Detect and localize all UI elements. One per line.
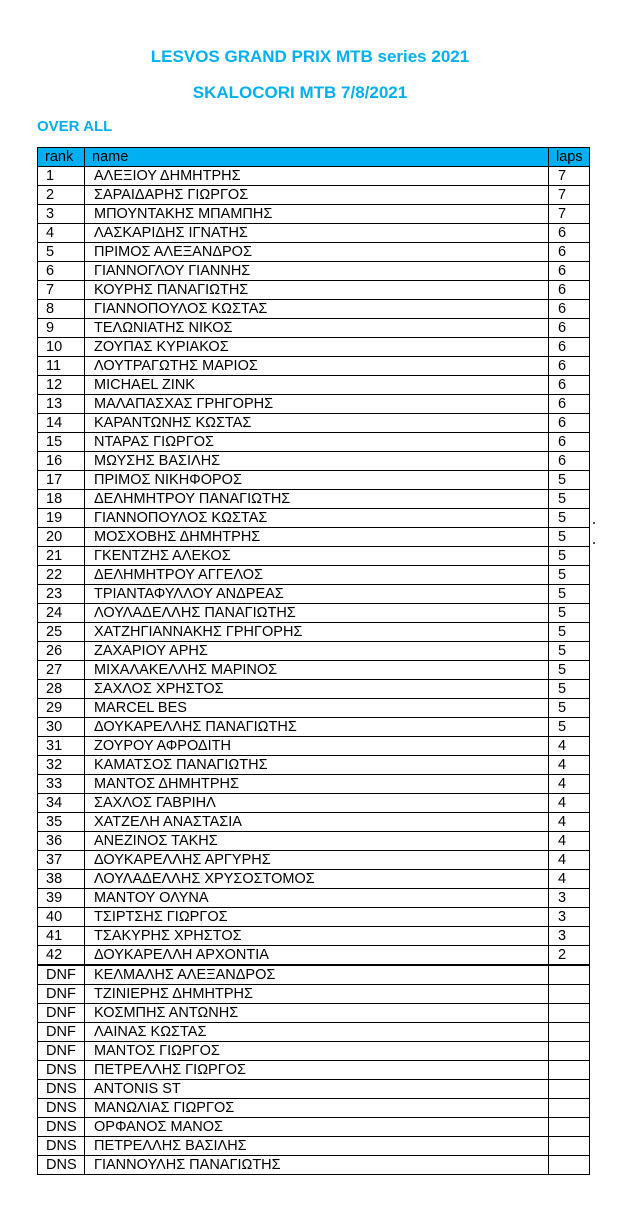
header-laps: laps [549, 148, 590, 167]
row-name: ΤΡΙΑΝΤΑΦΥΛΛΟΥ ΑΝΔΡΕΑΣ [85, 585, 549, 604]
row-rank: 6 [38, 262, 85, 281]
table-row [38, 357, 590, 376]
row-laps [549, 1156, 590, 1175]
table-row [38, 452, 590, 471]
row-laps: 7 [549, 205, 590, 224]
row-laps [549, 1004, 590, 1023]
row-name: ΠΡΙΜΟΣ ΝΙΚΗΦΟΡΟΣ [85, 471, 549, 490]
row-rank: 28 [38, 680, 85, 699]
row-name: ΚΑΜΑΤΣΟΣ ΠΑΝΑΓΙΩΤΗΣ [85, 756, 549, 775]
table-row [38, 1023, 590, 1042]
table-row [38, 908, 590, 927]
row-name: ΓΙΑΝΝΟΥΛΗΣ ΠΑΝΑΓΙΩΤΗΣ [85, 1156, 549, 1175]
row-laps [549, 1061, 590, 1080]
row-laps: 3 [549, 927, 590, 946]
row-name: ΛΟΥΛΑΔΕΛΛΗΣ ΠΑΝΑΓΙΩΤΗΣ [85, 604, 549, 623]
row-name: ΣΑΧΛΟΣ ΓΑΒΡΙΗΛ [85, 794, 549, 813]
table-row [38, 1042, 590, 1061]
row-name: ΖΟΥΠΑΣ ΚΥΡΙΑΚΟΣ [85, 338, 549, 357]
row-name: ΧΑΤΖΗΓΙΑΝΝΑΚΗΣ ΓΡΗΓΟΡΗΣ [85, 623, 549, 642]
row-laps: 4 [549, 794, 590, 813]
row-name: ΣΑΧΛΟΣ ΧΡΗΣΤΟΣ [85, 680, 549, 699]
table-row [38, 946, 590, 966]
row-laps: 6 [549, 414, 590, 433]
row-rank: 30 [38, 718, 85, 737]
row-laps: 5 [549, 547, 590, 566]
table-row [38, 642, 590, 661]
row-laps: 6 [549, 262, 590, 281]
table-row [38, 433, 590, 452]
row-laps: 6 [549, 376, 590, 395]
row-rank: 18 [38, 490, 85, 509]
row-rank: 10 [38, 338, 85, 357]
table-row [38, 167, 590, 186]
row-laps: 4 [549, 870, 590, 889]
row-rank: 29 [38, 699, 85, 718]
row-laps [549, 1042, 590, 1061]
row-laps: 5 [549, 699, 590, 718]
row-rank: DNF [38, 1023, 85, 1042]
table-row [38, 661, 590, 680]
row-name: ΜΑΝΤΟΥ ΟΛΥΝΑ [85, 889, 549, 908]
table-row [38, 281, 590, 300]
document-subtitle: SKALOCORI MTB 7/8/2021 [192, 83, 408, 102]
row-rank: 5 [38, 243, 85, 262]
row-laps: 5 [549, 585, 590, 604]
row-laps [549, 1137, 590, 1156]
table-row [38, 585, 590, 604]
table-row [38, 870, 590, 889]
row-name: ΓΙΑΝΝΟΠΟΥΛΟΣ ΚΩΣΤΑΣ [85, 509, 549, 528]
row-rank: 9 [38, 319, 85, 338]
row-name: ΜΑΝΤΟΣ ΓΙΩΡΓΟΣ [85, 1042, 549, 1061]
row-name: ΚΟΥΡΗΣ ΠΑΝΑΓΙΩΤΗΣ [85, 281, 549, 300]
table-row [38, 927, 590, 946]
row-rank: DNS [38, 1118, 85, 1137]
row-rank: 39 [38, 889, 85, 908]
row-name: ΠΕΤΡΕΛΛΗΣ ΒΑΣΙΛΗΣ [85, 1137, 549, 1156]
table-row [38, 205, 590, 224]
table-row [38, 471, 590, 490]
row-laps: 4 [549, 737, 590, 756]
row-name: ΛΑΣΚΑΡΙΔΗΣ ΙΓΝΑΤΗΣ [85, 224, 549, 243]
row-rank: 1 [38, 167, 85, 186]
row-rank: 36 [38, 832, 85, 851]
row-laps: 6 [549, 395, 590, 414]
row-name: ΝΤΑΡΑΣ ΓΙΩΡΓΟΣ [85, 433, 549, 452]
table-row [38, 1080, 590, 1099]
row-name: ΛΟΥΤΡΑΓΩΤΗΣ ΜΑΡΙΟΣ [85, 357, 549, 376]
table-row [38, 319, 590, 338]
header-rank: rank [38, 148, 85, 167]
row-laps: 3 [549, 889, 590, 908]
row-laps: 5 [549, 509, 590, 528]
row-name: ΤΖΙΝΙΕΡΗΣ ΔΗΜΗΤΡΗΣ [85, 985, 549, 1004]
row-name: ΤΣΑΚΥΡΗΣ ΧΡΗΣΤΟΣ [85, 927, 549, 946]
row-laps: 4 [549, 775, 590, 794]
row-rank: 33 [38, 775, 85, 794]
row-rank: 2 [38, 186, 85, 205]
row-name: MARCEL BES [85, 699, 549, 718]
table-row [38, 680, 590, 699]
row-laps: 6 [549, 281, 590, 300]
row-rank: 17 [38, 471, 85, 490]
row-name: ΓΚΕΝΤΖΗΣ ΑΛΕΚΟΣ [85, 547, 549, 566]
row-rank: 35 [38, 813, 85, 832]
row-rank: 21 [38, 547, 85, 566]
row-rank: 27 [38, 661, 85, 680]
row-laps: 7 [549, 167, 590, 186]
row-name: ΔΕΛΗΜΗΤΡΟΥ ΑΓΓΕΛΟΣ [85, 566, 549, 585]
table-row [38, 414, 590, 433]
row-name: ΑΝΕΖΙΝΟΣ ΤΑΚΗΣ [85, 832, 549, 851]
row-name: ΜΩΥΣΗΣ ΒΑΣΙΛΗΣ [85, 452, 549, 471]
row-name: ΜΑΝΤΟΣ ΔΗΜΗΤΡΗΣ [85, 775, 549, 794]
table-row [38, 186, 590, 205]
row-rank: 32 [38, 756, 85, 775]
table-row [38, 737, 590, 756]
table-row [38, 718, 590, 737]
table-row [38, 604, 590, 623]
table-row [38, 243, 590, 262]
row-rank: DNF [38, 985, 85, 1004]
row-name: ΠΕΤΡΕΛΛΗΣ ΓΙΩΡΓΟΣ [85, 1061, 549, 1080]
row-name: ΤΣΙΡΤΣΗΣ ΓΙΩΡΓΟΣ [85, 908, 549, 927]
row-laps: 6 [549, 224, 590, 243]
row-name: ΑΛΕΞΙΟΥ ΔΗΜΗΤΡΗΣ [85, 167, 549, 186]
row-rank: 37 [38, 851, 85, 870]
row-name: MICHAEL ZINK [85, 376, 549, 395]
row-rank: 38 [38, 870, 85, 889]
row-laps: 5 [549, 528, 590, 547]
row-laps [549, 1023, 590, 1042]
row-laps [549, 965, 590, 985]
row-laps: 2 [549, 946, 590, 966]
row-rank: 19 [38, 509, 85, 528]
table-row [38, 224, 590, 243]
table-row [38, 813, 590, 832]
row-laps [549, 1099, 590, 1118]
row-rank: 20 [38, 528, 85, 547]
document-title: LESVOS GRAND PRIX MTB series 2021 [150, 47, 470, 66]
results-table-body [38, 148, 590, 1175]
row-rank: 25 [38, 623, 85, 642]
row-name: ΔΟΥΚΑΡΕΛΛΗΣ ΑΡΓΥΡΗΣ [85, 851, 549, 870]
row-laps: 5 [549, 718, 590, 737]
row-name: ΜΙΧΑΛΑΚΕΛΛΗΣ ΜΑΡΙΝΟΣ [85, 661, 549, 680]
row-laps: 3 [549, 908, 590, 927]
table-header-row [38, 148, 590, 167]
results-table [37, 147, 590, 1175]
row-rank: 11 [38, 357, 85, 376]
header-name: name [85, 148, 549, 167]
row-rank: 8 [38, 300, 85, 319]
row-rank: DNF [38, 965, 85, 985]
table-row [38, 794, 590, 813]
row-name: ΛΟΥΛΑΔΕΛΛΗΣ ΧΡΥΣΟΣΤΟΜΟΣ [85, 870, 549, 889]
row-laps: 4 [549, 851, 590, 870]
table-row [38, 1099, 590, 1118]
row-name: ΔΕΛΗΜΗΤΡΟΥ ΠΑΝΑΓΙΩΤΗΣ [85, 490, 549, 509]
row-laps: 5 [549, 661, 590, 680]
row-name: ΧΑΤΖΕΛΗ ΑΝΑΣΤΑΣΙΑ [85, 813, 549, 832]
row-rank: DNF [38, 1004, 85, 1023]
row-laps: 6 [549, 433, 590, 452]
row-rank: 7 [38, 281, 85, 300]
table-row [38, 528, 590, 547]
row-name: ΟΡΦΑΝΟΣ ΜΑΝΟΣ [85, 1118, 549, 1137]
table-row [38, 376, 590, 395]
row-name: ΠΡΙΜΟΣ ΑΛΕΞΑΝΔΡΟΣ [85, 243, 549, 262]
row-laps [549, 1118, 590, 1137]
row-laps: 5 [549, 623, 590, 642]
table-row [38, 1061, 590, 1080]
row-laps [549, 1080, 590, 1099]
row-rank: DNS [38, 1080, 85, 1099]
table-row [38, 300, 590, 319]
table-row [38, 566, 590, 585]
table-row [38, 262, 590, 281]
table-row [38, 1156, 590, 1175]
row-laps: 5 [549, 604, 590, 623]
row-name: ΔΟΥΚΑΡΕΛΛΗ ΑΡΧΟΝΤΙΑ [85, 946, 549, 966]
table-row [38, 699, 590, 718]
row-laps: 4 [549, 832, 590, 851]
row-name: ΣΑΡΑΙΔΑΡΗΣ ΓΙΩΡΓΟΣ [85, 186, 549, 205]
table-row [38, 623, 590, 642]
row-name: ΔΟΥΚΑΡΕΛΛΗΣ ΠΑΝΑΓΙΩΤΗΣ [85, 718, 549, 737]
row-rank: 22 [38, 566, 85, 585]
row-laps: 6 [549, 452, 590, 471]
row-rank: 26 [38, 642, 85, 661]
table-row [38, 338, 590, 357]
table-row [38, 1004, 590, 1023]
row-laps: 7 [549, 186, 590, 205]
row-rank: 34 [38, 794, 85, 813]
table-row [38, 490, 590, 509]
table-row [38, 1118, 590, 1137]
row-name: ΜΠΟΥΝΤΑΚΗΣ ΜΠΑΜΠΗΣ [85, 205, 549, 224]
row-name: ΖΟΥΡΟΥ ΑΦΡΟΔΙΤΗ [85, 737, 549, 756]
row-rank: 40 [38, 908, 85, 927]
row-rank: 15 [38, 433, 85, 452]
row-name: ΛΑΙΝΑΣ ΚΩΣΤΑΣ [85, 1023, 549, 1042]
row-name: ΜΟΣΧΟΒΗΣ ΔΗΜΗΤΡΗΣ [85, 528, 549, 547]
row-rank: 31 [38, 737, 85, 756]
table-row [38, 547, 590, 566]
row-laps: 6 [549, 243, 590, 262]
row-rank: 16 [38, 452, 85, 471]
row-rank: 4 [38, 224, 85, 243]
row-laps: 6 [549, 300, 590, 319]
row-name: ΚΟΣΜΠΗΣ ΑΝΤΩΝΗΣ [85, 1004, 549, 1023]
row-rank: 3 [38, 205, 85, 224]
table-row [38, 985, 590, 1004]
section-heading: OVER ALL [37, 118, 113, 135]
row-laps: 5 [549, 490, 590, 509]
row-rank: DNS [38, 1156, 85, 1175]
row-name: ΜΑΛΑΠΑΣΧΑΣ ΓΡΗΓΟΡΗΣ [85, 395, 549, 414]
row-laps: 6 [549, 357, 590, 376]
row-laps: 6 [549, 338, 590, 357]
row-laps: 5 [549, 642, 590, 661]
table-row [38, 965, 590, 985]
table-row [38, 395, 590, 414]
table-row [38, 509, 590, 528]
table-row [38, 851, 590, 870]
row-rank: DNS [38, 1099, 85, 1118]
row-laps: 5 [549, 566, 590, 585]
row-rank: 12 [38, 376, 85, 395]
row-laps: 6 [549, 319, 590, 338]
row-laps: 4 [549, 756, 590, 775]
row-rank: DNF [38, 1042, 85, 1061]
row-rank: DNS [38, 1061, 85, 1080]
table-row [38, 1137, 590, 1156]
row-rank: 14 [38, 414, 85, 433]
table-row [38, 775, 590, 794]
row-name: ΜΑΝΩΛΙΑΣ ΓΙΩΡΓΟΣ [85, 1099, 549, 1118]
table-row [38, 756, 590, 775]
table-row [38, 889, 590, 908]
row-laps [549, 985, 590, 1004]
row-name: ΤΕΛΩΝΙΑΤΗΣ ΝΙΚΟΣ [85, 319, 549, 338]
row-rank: 42 [38, 946, 85, 966]
row-rank: 41 [38, 927, 85, 946]
row-rank: 24 [38, 604, 85, 623]
row-name: ΖΑΧΑΡΙΟΥ ΑΡΗΣ [85, 642, 549, 661]
stray-mark [593, 522, 595, 524]
row-name: ΓΙΑΝΝΟΠΟΥΛΟΣ ΚΩΣΤΑΣ [85, 300, 549, 319]
row-name: ΚΕΛΜΑΛΗΣ ΑΛΕΞΑΝΔΡΟΣ [85, 965, 549, 985]
row-rank: 13 [38, 395, 85, 414]
row-rank: DNS [38, 1137, 85, 1156]
row-laps: 4 [549, 813, 590, 832]
row-name: ΓΙΑΝΝΟΓΛΟΥ ΓΙΑΝΝΗΣ [85, 262, 549, 281]
row-name: ANTONIS ST [85, 1080, 549, 1099]
table-row [38, 832, 590, 851]
stray-mark [593, 542, 595, 544]
row-laps: 5 [549, 471, 590, 490]
row-rank: 23 [38, 585, 85, 604]
row-laps: 5 [549, 680, 590, 699]
row-name: ΚΑΡΑΝΤΩΝΗΣ ΚΩΣΤΑΣ [85, 414, 549, 433]
